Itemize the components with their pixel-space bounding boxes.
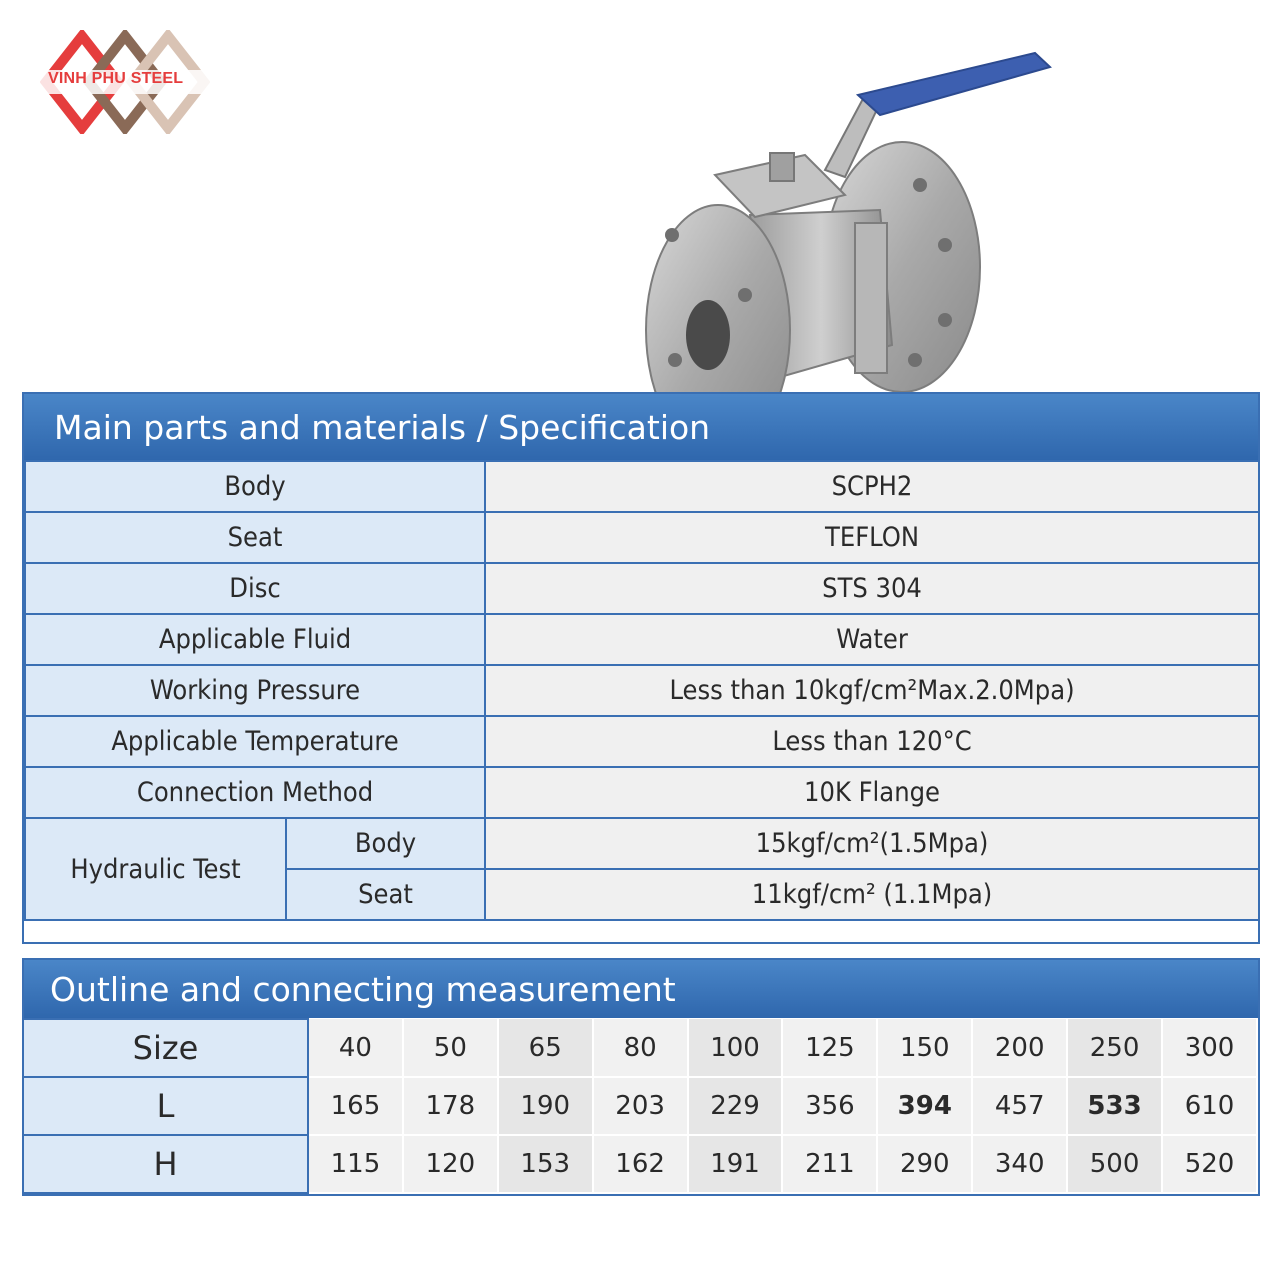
logo-text: VINH PHU STEEL — [48, 70, 184, 87]
outline-table — [24, 1018, 1258, 1194]
h-cell: 191 — [688, 1135, 783, 1193]
h-cell: 340 — [972, 1135, 1067, 1193]
table-row — [25, 665, 1259, 716]
l-cell: 178 — [403, 1077, 498, 1135]
specifications-table — [24, 460, 1260, 921]
outline-measurement-panel — [22, 958, 1260, 1196]
size-cell: 65 — [498, 1019, 593, 1077]
l-cell: 394 — [877, 1077, 972, 1135]
spec-label: Applicable Temperature — [25, 716, 485, 767]
spec-value: Less than 120°C — [485, 716, 1259, 767]
size-cell: 100 — [688, 1019, 783, 1077]
spec-label: Disc — [25, 563, 485, 614]
size-cell: 250 — [1067, 1019, 1162, 1077]
spec-value: 10K Flange — [485, 767, 1259, 818]
h-cell: 500 — [1067, 1135, 1162, 1193]
l-cell: 356 — [782, 1077, 877, 1135]
specifications-title: Main parts and materials / Specification — [24, 394, 1258, 460]
size-cell: 150 — [877, 1019, 972, 1077]
size-cell: 80 — [593, 1019, 688, 1077]
hydraulic-seat-value: 11kgf/cm² (1.1Mpa) — [485, 869, 1259, 920]
hydraulic-test-label: Hydraulic Test — [25, 818, 286, 920]
l-cell: 229 — [688, 1077, 783, 1135]
hydraulic-body-value: 15kgf/cm²(1.5Mpa) — [485, 818, 1259, 869]
specifications-panel — [22, 392, 1260, 944]
spec-value: TEFLON — [485, 512, 1259, 563]
l-cell: 190 — [498, 1077, 593, 1135]
size-cell: 40 — [308, 1019, 403, 1077]
table-row — [25, 767, 1259, 818]
spec-value: STS 304 — [485, 563, 1259, 614]
table-row — [25, 716, 1259, 767]
table-row — [25, 818, 1259, 869]
size-cell: 125 — [782, 1019, 877, 1077]
spec-value: Water — [485, 614, 1259, 665]
spec-label: Connection Method — [25, 767, 485, 818]
size-cell: 300 — [1162, 1019, 1257, 1077]
outline-title: Outline and connecting measurement — [24, 960, 1258, 1018]
size-cell: 50 — [403, 1019, 498, 1077]
h-cell: 115 — [308, 1135, 403, 1193]
table-row — [25, 461, 1259, 512]
h-cell: 290 — [877, 1135, 972, 1193]
h-cell: 520 — [1162, 1135, 1257, 1193]
table-row — [25, 512, 1259, 563]
l-cell: 457 — [972, 1077, 1067, 1135]
l-cell: 165 — [308, 1077, 403, 1135]
h-cell: 211 — [782, 1135, 877, 1193]
l-cell: 533 — [1067, 1077, 1162, 1135]
spec-label: Seat — [25, 512, 485, 563]
hydraulic-body-label: Body — [286, 818, 485, 869]
h-header: H — [24, 1135, 308, 1193]
table-row — [24, 1135, 1257, 1193]
table-row — [24, 1019, 1257, 1077]
spec-label: Working Pressure — [25, 665, 485, 716]
spec-value: SCPH2 — [485, 461, 1259, 512]
size-cell: 200 — [972, 1019, 1067, 1077]
table-row — [25, 563, 1259, 614]
spec-label: Body — [25, 461, 485, 512]
table-row — [24, 1077, 1257, 1135]
l-cell: 203 — [593, 1077, 688, 1135]
spec-value: Less than 10kgf/cm²Max.2.0Mpa) — [485, 665, 1259, 716]
l-cell: 610 — [1162, 1077, 1257, 1135]
h-cell: 120 — [403, 1135, 498, 1193]
size-header: Size — [24, 1019, 308, 1077]
l-header: L — [24, 1077, 308, 1135]
h-cell: 153 — [498, 1135, 593, 1193]
table-row — [25, 614, 1259, 665]
spec-label: Applicable Fluid — [25, 614, 485, 665]
hydraulic-seat-label: Seat — [286, 869, 485, 920]
h-cell: 162 — [593, 1135, 688, 1193]
brand-logo — [40, 30, 210, 134]
